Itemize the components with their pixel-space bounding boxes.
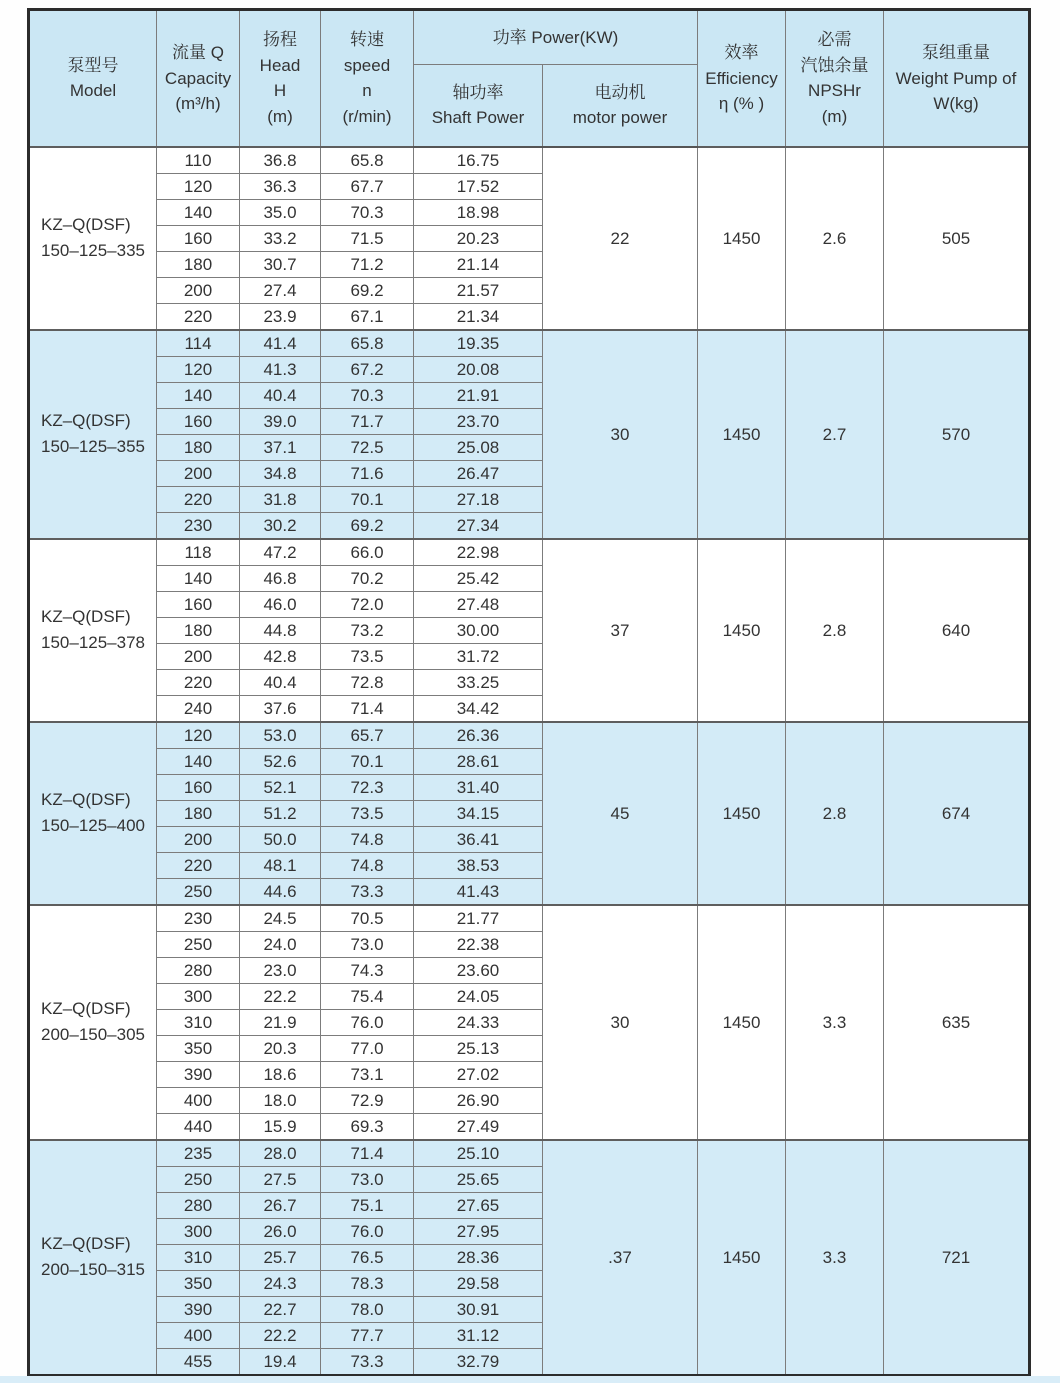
capacity-cell: 400: [157, 1087, 240, 1113]
head-cell: 26.0: [240, 1218, 321, 1244]
head-cell: 46.0: [240, 591, 321, 617]
speed-cell: 73.3: [321, 878, 414, 905]
shaft-power-cell: 32.79: [414, 1348, 543, 1375]
shaft-power-cell: 31.12: [414, 1322, 543, 1348]
motor-power-cell: 30: [543, 905, 698, 1140]
capacity-cell: 230: [157, 512, 240, 539]
speed-cell: 76.0: [321, 1218, 414, 1244]
model-header: [29, 10, 157, 147]
npshr-cell: 3.3: [786, 905, 884, 1140]
head-cell: 36.3: [240, 173, 321, 199]
speed-cell: 78.0: [321, 1296, 414, 1322]
shaft-power-cell: 28.36: [414, 1244, 543, 1270]
table-row: [29, 905, 1030, 932]
shaft-power-cell: 19.35: [414, 330, 543, 357]
head-cell: 33.2: [240, 225, 321, 251]
head-cell: 39.0: [240, 408, 321, 434]
efficiency-cell: 1450: [698, 905, 786, 1140]
capacity-cell: 455: [157, 1348, 240, 1375]
shaft-power-cell: 21.14: [414, 251, 543, 277]
shaft-power-cell: 26.90: [414, 1087, 543, 1113]
capacity-cell: 114: [157, 330, 240, 357]
speed-cell: 75.4: [321, 983, 414, 1009]
shaft-power-cell: 30.91: [414, 1296, 543, 1322]
motor-power-header-line: motor power: [572, 108, 668, 128]
speed-cell: 76.5: [321, 1244, 414, 1270]
model-cell: [29, 147, 157, 330]
speed-cell: 65.8: [321, 147, 414, 174]
head-cell: 37.1: [240, 434, 321, 460]
shaft-power-cell: 29.58: [414, 1270, 543, 1296]
capacity-cell: 200: [157, 643, 240, 669]
table-body: [29, 147, 1030, 1376]
model-header-line: Model: [69, 81, 117, 101]
speed-header-line: 转速: [350, 30, 384, 50]
head-cell: 18.6: [240, 1061, 321, 1087]
motor-power-cell: 22: [543, 147, 698, 330]
speed-cell: 70.1: [321, 486, 414, 512]
shaft-power-cell: 21.34: [414, 303, 543, 330]
model-cell-line: 150–125–355: [41, 437, 146, 456]
capacity-cell: 310: [157, 1009, 240, 1035]
head-cell: 27.5: [240, 1166, 321, 1192]
efficiency-header-line: η (% ): [718, 94, 765, 113]
shaft-power-cell: 22.98: [414, 539, 543, 566]
model-cell: [29, 330, 157, 539]
head-cell: 30.7: [240, 251, 321, 277]
speed-cell: 71.7: [321, 408, 414, 434]
head-cell: 24.3: [240, 1270, 321, 1296]
shaft-power-cell: 20.08: [414, 356, 543, 382]
weight-header: [884, 10, 1030, 147]
efficiency-header-line: 效率: [724, 43, 759, 62]
speed-cell: 72.8: [321, 669, 414, 695]
shaft-power-cell: 34.42: [414, 695, 543, 722]
motor-power-cell: 45: [543, 722, 698, 905]
shaft-power-cell: 24.33: [414, 1009, 543, 1035]
capacity-cell: 120: [157, 173, 240, 199]
capacity-cell: 220: [157, 852, 240, 878]
shaft-power-cell: 24.05: [414, 983, 543, 1009]
capacity-cell: 240: [157, 695, 240, 722]
efficiency-cell: 1450: [698, 539, 786, 722]
npshr-cell: 2.8: [786, 539, 884, 722]
capacity-cell: 160: [157, 591, 240, 617]
table-row: [29, 330, 1030, 357]
npshr-cell: 3.3: [786, 1140, 884, 1376]
speed-cell: 70.3: [321, 199, 414, 225]
model-cell-line: 150–125–335: [41, 241, 146, 260]
shaft-power-cell: 34.15: [414, 800, 543, 826]
capacity-cell: 140: [157, 382, 240, 408]
head-cell: 53.0: [240, 722, 321, 749]
head-cell: 51.2: [240, 800, 321, 826]
model-cell-line: 150–125–400: [41, 816, 146, 835]
capacity-cell: 350: [157, 1035, 240, 1061]
speed-cell: 73.5: [321, 643, 414, 669]
head-cell: 40.4: [240, 669, 321, 695]
speed-cell: 73.0: [321, 931, 414, 957]
speed-cell: 72.3: [321, 774, 414, 800]
head-cell: 23.0: [240, 957, 321, 983]
capacity-cell: 160: [157, 774, 240, 800]
efficiency-header-line: Efficiency: [705, 68, 778, 88]
speed-cell: 66.0: [321, 539, 414, 566]
capacity-cell: 160: [157, 225, 240, 251]
head-cell: 50.0: [240, 826, 321, 852]
head-cell: 30.2: [240, 512, 321, 539]
speed-header-line: n: [362, 81, 372, 101]
head-cell: 31.8: [240, 486, 321, 512]
weight-header-line: Weight Pump of: [895, 68, 1017, 88]
speed-cell: 67.2: [321, 356, 414, 382]
head-cell: 15.9: [240, 1113, 321, 1140]
capacity-cell: 160: [157, 408, 240, 434]
head-cell: 34.8: [240, 460, 321, 486]
power-group-header: [414, 10, 698, 65]
shaft-power-cell: 30.00: [414, 617, 543, 643]
head-cell: 41.3: [240, 356, 321, 382]
shaft-power-cell: 27.48: [414, 591, 543, 617]
speed-cell: 73.3: [321, 1348, 414, 1375]
motor-power-cell: 37: [543, 539, 698, 722]
capacity-cell: 400: [157, 1322, 240, 1348]
speed-cell: 72.0: [321, 591, 414, 617]
motor-power-header-line: 电动机: [594, 82, 646, 102]
speed-cell: 77.7: [321, 1322, 414, 1348]
capacity-cell: 350: [157, 1270, 240, 1296]
npshr-header: [786, 10, 884, 147]
head-cell: 24.0: [240, 931, 321, 957]
capacity-header-line: 流量 Q: [172, 43, 224, 62]
shaft-power-cell: 18.98: [414, 199, 543, 225]
speed-cell: 67.1: [321, 303, 414, 330]
head-cell: 46.8: [240, 565, 321, 591]
capacity-cell: 118: [157, 539, 240, 566]
motor-power-cell: 30: [543, 330, 698, 539]
weight-cell: 505: [884, 147, 1030, 330]
capacity-cell: 180: [157, 251, 240, 277]
npshr-cell: 2.6: [786, 147, 884, 330]
shaft-power-cell: 21.57: [414, 277, 543, 303]
head-cell: 23.9: [240, 303, 321, 330]
capacity-cell: 300: [157, 1218, 240, 1244]
shaft-power-cell: 16.75: [414, 147, 543, 174]
npshr-header-line: NPSHr: [808, 81, 861, 101]
capacity-cell: 230: [157, 905, 240, 932]
model-cell-line: 200–150–305: [41, 1025, 146, 1044]
capacity-cell: 310: [157, 1244, 240, 1270]
model-cell-line: KZ–Q(DSF): [41, 998, 131, 1018]
speed-cell: 77.0: [321, 1035, 414, 1061]
head-cell: 25.7: [240, 1244, 321, 1270]
speed-cell: 70.5: [321, 905, 414, 932]
capacity-cell: 140: [157, 199, 240, 225]
speed-header-line: speed: [343, 55, 391, 75]
shaft-power-cell: 31.72: [414, 643, 543, 669]
capacity-header: [157, 10, 240, 147]
capacity-cell: 140: [157, 748, 240, 774]
capacity-cell: 250: [157, 1166, 240, 1192]
speed-cell: 71.4: [321, 1140, 414, 1167]
shaft-power-cell: 33.25: [414, 669, 543, 695]
capacity-cell: 235: [157, 1140, 240, 1167]
weight-cell: 635: [884, 905, 1030, 1140]
model-cell-line: KZ–Q(DSF): [41, 606, 131, 626]
model-header-line: 泵型号: [67, 55, 119, 75]
speed-cell: 70.2: [321, 565, 414, 591]
capacity-cell: 280: [157, 957, 240, 983]
shaft-power-cell: 20.23: [414, 225, 543, 251]
shaft-power-cell: 25.65: [414, 1166, 543, 1192]
capacity-cell: 250: [157, 931, 240, 957]
efficiency-cell: 1450: [698, 722, 786, 905]
model-cell: [29, 1140, 157, 1376]
model-cell-line: 150–125–378: [41, 633, 146, 652]
shaft-power-cell: 38.53: [414, 852, 543, 878]
speed-cell: 73.2: [321, 617, 414, 643]
speed-header-line: (r/min): [342, 106, 392, 126]
speed-cell: 71.4: [321, 695, 414, 722]
shaft-power-cell: 25.10: [414, 1140, 543, 1167]
capacity-cell: 140: [157, 565, 240, 591]
efficiency-cell: 1450: [698, 330, 786, 539]
efficiency-header: [698, 10, 786, 147]
head-cell: 19.4: [240, 1348, 321, 1375]
npshr-header-line: 汽蚀余量: [800, 55, 869, 75]
capacity-cell: 440: [157, 1113, 240, 1140]
speed-cell: 70.3: [321, 382, 414, 408]
npshr-header-line: 必需: [817, 30, 852, 50]
speed-cell: 74.3: [321, 957, 414, 983]
motor-power-cell: .37: [543, 1140, 698, 1376]
shaft-power-cell: 25.08: [414, 434, 543, 460]
capacity-cell: 280: [157, 1192, 240, 1218]
capacity-cell: 110: [157, 147, 240, 174]
head-header-line: H: [273, 81, 287, 101]
motor-power-header: [543, 65, 698, 147]
capacity-cell: 180: [157, 434, 240, 460]
shaft-power-cell: 23.70: [414, 408, 543, 434]
head-cell: 26.7: [240, 1192, 321, 1218]
weight-cell: 570: [884, 330, 1030, 539]
shaft-power-cell: 26.36: [414, 722, 543, 749]
head-cell: 44.8: [240, 617, 321, 643]
capacity-cell: 390: [157, 1296, 240, 1322]
model-cell-line: KZ–Q(DSF): [41, 1233, 131, 1253]
shaft-power-cell: 36.41: [414, 826, 543, 852]
npshr-cell: 2.8: [786, 722, 884, 905]
npshr-cell: 2.7: [786, 330, 884, 539]
speed-cell: 76.0: [321, 1009, 414, 1035]
speed-cell: 71.2: [321, 251, 414, 277]
head-cell: 24.5: [240, 905, 321, 932]
head-cell: 22.2: [240, 983, 321, 1009]
speed-cell: 72.9: [321, 1087, 414, 1113]
head-cell: 40.4: [240, 382, 321, 408]
speed-cell: 65.8: [321, 330, 414, 357]
shaft-power-header-line: 轴功率: [452, 82, 504, 102]
head-header: [240, 10, 321, 147]
shaft-power-cell: 27.65: [414, 1192, 543, 1218]
model-cell-line: KZ–Q(DSF): [41, 789, 131, 809]
shaft-power-header: [414, 65, 543, 147]
pump-spec-table: [27, 8, 1031, 1377]
model-cell-line: 200–150–315: [41, 1260, 146, 1279]
head-cell: 52.1: [240, 774, 321, 800]
head-cell: 28.0: [240, 1140, 321, 1167]
speed-cell: 67.7: [321, 173, 414, 199]
head-cell: 35.0: [240, 199, 321, 225]
shaft-power-cell: 17.52: [414, 173, 543, 199]
model-cell: [29, 722, 157, 905]
capacity-cell: 300: [157, 983, 240, 1009]
head-cell: 18.0: [240, 1087, 321, 1113]
shaft-power-cell: 26.47: [414, 460, 543, 486]
speed-cell: 74.8: [321, 826, 414, 852]
model-cell-line: KZ–Q(DSF): [41, 214, 131, 234]
speed-cell: 71.5: [321, 225, 414, 251]
shaft-power-cell: 25.42: [414, 565, 543, 591]
power-group-header-line: 功率 Power(KW): [492, 27, 619, 47]
head-cell: 36.8: [240, 147, 321, 174]
head-cell: 20.3: [240, 1035, 321, 1061]
head-cell: 22.2: [240, 1322, 321, 1348]
npshr-header-line: (m): [821, 106, 848, 126]
model-cell-line: KZ–Q(DSF): [41, 410, 131, 430]
table-header: [29, 10, 1030, 147]
capacity-cell: 220: [157, 669, 240, 695]
page-bottom-strip: [0, 1376, 1060, 1383]
head-cell: 44.6: [240, 878, 321, 905]
capacity-cell: 220: [157, 303, 240, 330]
capacity-cell: 220: [157, 486, 240, 512]
shaft-power-cell: 22.38: [414, 931, 543, 957]
speed-cell: 74.8: [321, 852, 414, 878]
head-cell: 48.1: [240, 852, 321, 878]
capacity-cell: 180: [157, 800, 240, 826]
speed-header: [321, 10, 414, 147]
head-header-line: Head: [259, 55, 301, 75]
shaft-power-cell: 27.95: [414, 1218, 543, 1244]
speed-cell: 69.2: [321, 277, 414, 303]
shaft-power-cell: 21.91: [414, 382, 543, 408]
model-cell: [29, 905, 157, 1140]
shaft-power-cell: 41.43: [414, 878, 543, 905]
speed-cell: 70.1: [321, 748, 414, 774]
shaft-power-cell: 27.34: [414, 512, 543, 539]
speed-cell: 71.6: [321, 460, 414, 486]
speed-cell: 75.1: [321, 1192, 414, 1218]
shaft-power-cell: 27.49: [414, 1113, 543, 1140]
weight-cell: 640: [884, 539, 1030, 722]
table-row: [29, 147, 1030, 174]
shaft-power-cell: 27.02: [414, 1061, 543, 1087]
head-cell: 22.7: [240, 1296, 321, 1322]
head-cell: 41.4: [240, 330, 321, 357]
table-row: [29, 539, 1030, 566]
capacity-cell: 180: [157, 617, 240, 643]
capacity-cell: 120: [157, 356, 240, 382]
head-cell: 21.9: [240, 1009, 321, 1035]
capacity-cell: 120: [157, 722, 240, 749]
weight-header-line: 泵组重量: [922, 43, 990, 62]
head-cell: 52.6: [240, 748, 321, 774]
head-cell: 47.2: [240, 539, 321, 566]
weight-header-line: W(kg): [933, 94, 979, 113]
capacity-cell: 390: [157, 1061, 240, 1087]
model-cell: [29, 539, 157, 722]
head-header-line: 扬程: [263, 30, 297, 50]
shaft-power-cell: 27.18: [414, 486, 543, 512]
capacity-cell: 250: [157, 878, 240, 905]
weight-cell: 674: [884, 722, 1030, 905]
speed-cell: 69.3: [321, 1113, 414, 1140]
speed-cell: 69.2: [321, 512, 414, 539]
capacity-cell: 200: [157, 277, 240, 303]
capacity-header-line: (m³/h): [175, 94, 221, 113]
shaft-power-cell: 31.40: [414, 774, 543, 800]
head-cell: 27.4: [240, 277, 321, 303]
capacity-header-line: Capacity: [164, 68, 232, 88]
head-header-line: (m): [267, 106, 293, 126]
speed-cell: 72.5: [321, 434, 414, 460]
head-cell: 42.8: [240, 643, 321, 669]
speed-cell: 73.1: [321, 1061, 414, 1087]
efficiency-cell: 1450: [698, 1140, 786, 1376]
shaft-power-cell: 25.13: [414, 1035, 543, 1061]
capacity-cell: 200: [157, 826, 240, 852]
weight-cell: 721: [884, 1140, 1030, 1376]
table-row: [29, 1140, 1030, 1167]
speed-cell: 78.3: [321, 1270, 414, 1296]
speed-cell: 73.5: [321, 800, 414, 826]
table-row: [29, 722, 1030, 749]
shaft-power-header-line: Shaft Power: [431, 108, 525, 128]
speed-cell: 73.0: [321, 1166, 414, 1192]
shaft-power-cell: 21.77: [414, 905, 543, 932]
efficiency-cell: 1450: [698, 147, 786, 330]
speed-cell: 65.7: [321, 722, 414, 749]
shaft-power-cell: 28.61: [414, 748, 543, 774]
head-cell: 37.6: [240, 695, 321, 722]
capacity-cell: 200: [157, 460, 240, 486]
shaft-power-cell: 23.60: [414, 957, 543, 983]
